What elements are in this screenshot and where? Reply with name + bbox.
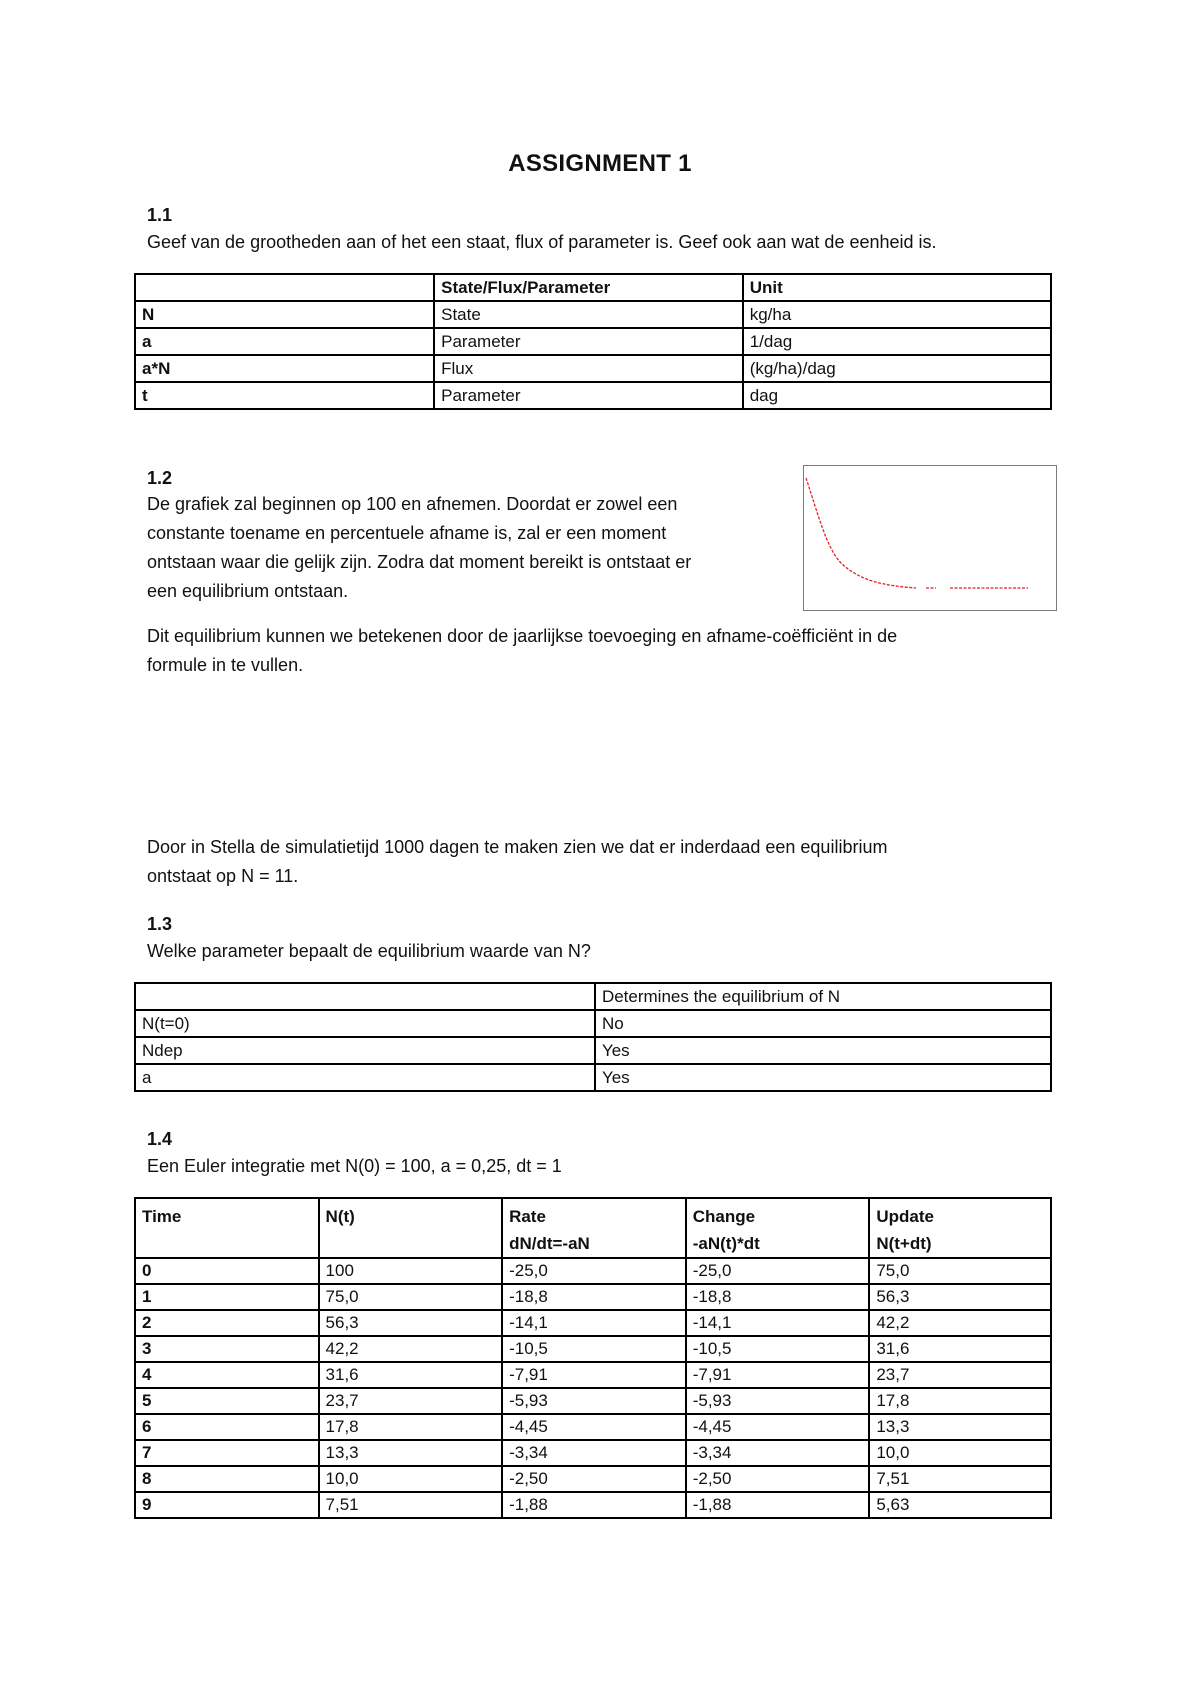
table-cell: Ndep <box>135 1037 595 1064</box>
table-header-cell <box>319 1198 503 1258</box>
table-cell: -25,0 <box>502 1258 686 1284</box>
section-1-2-paragraph-line: Door in Stella de simulatietijd 1000 dagen te maken zien we dat er inderdaad een equilibrium <box>147 837 888 857</box>
table-cell: -2,50 <box>502 1466 686 1492</box>
table-cell: 42,2 <box>319 1336 503 1362</box>
table-cell: -14,1 <box>686 1310 870 1336</box>
table-cell: 9 <box>135 1492 319 1518</box>
section-1-2-line: ontstaan waar die gelijk zijn. Zodra dat moment bereikt is ontstaat er <box>147 552 692 572</box>
table-cell: a*N <box>135 355 434 382</box>
table-header-cell <box>135 983 595 1010</box>
table-cell: -25,0 <box>686 1258 870 1284</box>
table-cell: State <box>434 301 743 328</box>
table-header-row <box>135 983 1051 1010</box>
table-cell: 31,6 <box>319 1362 503 1388</box>
table-row <box>135 1064 1051 1091</box>
header-line: -aN(t)*dt <box>692 1234 760 1253</box>
table-row <box>135 328 1051 355</box>
section-1-4-description: Een Euler integratie met N(0) = 100, a = 0,25, dt = 1 <box>147 1156 562 1176</box>
decay-curve <box>806 478 1028 588</box>
table-cell: Yes <box>595 1064 1051 1091</box>
table-cell: -7,91 <box>686 1362 870 1388</box>
table-header-cell: State/Flux/Parameter <box>434 274 743 301</box>
euler-table-body <box>135 1258 1051 1518</box>
table-cell: 7,51 <box>319 1492 503 1518</box>
page-title: ASSIGNMENT 1 <box>508 150 692 177</box>
section-1-2-paragraph-line: ontstaat op N = 11. <box>147 866 299 886</box>
table-cell: 31,6 <box>869 1336 1051 1362</box>
section-1-2-line: constante toename en percentuele afname is, zal er een moment <box>147 523 667 543</box>
table-header-cell <box>135 274 434 301</box>
table-cell: a <box>135 328 434 355</box>
table-row <box>135 301 1051 328</box>
table-cell: 7 <box>135 1440 319 1466</box>
table-cell: 2 <box>135 1310 319 1336</box>
table-cell: -1,88 <box>502 1492 686 1518</box>
table-cell: -18,8 <box>502 1284 686 1310</box>
header-line: Change <box>692 1207 756 1226</box>
header-line: Rate <box>509 1207 546 1226</box>
table-cell: Parameter <box>434 382 743 409</box>
table-cell: 23,7 <box>319 1388 503 1414</box>
table-cell: 0 <box>135 1258 319 1284</box>
table-cell: 75,0 <box>869 1258 1051 1284</box>
table-header-cell <box>686 1198 870 1258</box>
table-cell: 4 <box>135 1362 319 1388</box>
table-cell: No <box>595 1010 1051 1037</box>
section-1-1-question: Geef van de grootheden aan of het een staat, flux of parameter is. Geef ook aan wat de eenheid is. <box>147 232 937 252</box>
table-cell: -4,45 <box>686 1414 870 1440</box>
table-cell: 23,7 <box>869 1362 1051 1388</box>
table-row <box>135 1284 1051 1310</box>
table-cell: -18,8 <box>686 1284 870 1310</box>
table-cell: -10,5 <box>686 1336 870 1362</box>
table-cell: t <box>135 382 434 409</box>
table-cell: Parameter <box>434 328 743 355</box>
table-cell: dag <box>743 382 1051 409</box>
decay-graph <box>803 465 1057 611</box>
table-cell: 100 <box>319 1258 503 1284</box>
table-cell: -5,93 <box>686 1388 870 1414</box>
table-cell: Yes <box>595 1037 1051 1064</box>
section-1-2-paragraph-line: Dit equilibrium kunnen we betekenen door de jaarlijkse toevoeging en afname-coëfficiënt in de <box>147 626 898 646</box>
section-1-1-number: 1.1 <box>147 205 173 225</box>
table-row <box>135 1362 1051 1388</box>
table-row <box>135 1336 1051 1362</box>
section-1-3-number: 1.3 <box>147 914 173 934</box>
table-cell: 56,3 <box>319 1310 503 1336</box>
table-cell: N <box>135 301 434 328</box>
table-cell: 6 <box>135 1414 319 1440</box>
table-cell: 17,8 <box>319 1414 503 1440</box>
table-cell: -2,50 <box>686 1466 870 1492</box>
decay-graph-svg <box>804 466 1056 610</box>
table-cell: 1/dag <box>743 328 1051 355</box>
section-1-2-number: 1.2 <box>147 468 173 488</box>
table-cell: -3,34 <box>686 1440 870 1466</box>
table-row <box>135 1414 1051 1440</box>
table-cell: (kg/ha)/dag <box>743 355 1051 382</box>
table-cell: -3,34 <box>502 1440 686 1466</box>
table-row <box>135 1037 1051 1064</box>
table-row <box>135 1466 1051 1492</box>
table-cell: -4,45 <box>502 1414 686 1440</box>
table-cell: kg/ha <box>743 301 1051 328</box>
header-line: dN/dt=-aN <box>509 1234 590 1253</box>
table-header-cell: Unit <box>743 274 1051 301</box>
table-cell: -1,88 <box>686 1492 870 1518</box>
table-row <box>135 355 1051 382</box>
table-row <box>135 1440 1051 1466</box>
table-header-cell: Determines the equilibrium of N <box>595 983 1051 1010</box>
euler-integration-table <box>134 1197 1052 1519</box>
table-row <box>135 1310 1051 1336</box>
table-cell: 75,0 <box>319 1284 503 1310</box>
table-cell: 10,0 <box>319 1466 503 1492</box>
table-cell: -7,91 <box>502 1362 686 1388</box>
table-cell: 13,3 <box>869 1414 1051 1440</box>
section-1-2-paragraph-line: formule in te vullen. <box>147 655 304 675</box>
table-cell: 56,3 <box>869 1284 1051 1310</box>
table-cell: -14,1 <box>502 1310 686 1336</box>
table-header-cell <box>135 1198 319 1258</box>
table-cell: -5,93 <box>502 1388 686 1414</box>
quantities-table <box>134 273 1052 410</box>
table-cell: 5 <box>135 1388 319 1414</box>
table-cell: 42,2 <box>869 1310 1051 1336</box>
section-1-2-line: De grafiek zal beginnen op 100 en afnemen. Doordat er zowel een <box>147 494 678 514</box>
table-cell: 1 <box>135 1284 319 1310</box>
table-header-cell <box>502 1198 686 1258</box>
header-line: N(t+dt) <box>876 1234 932 1253</box>
table-row <box>135 1010 1051 1037</box>
header-line: Update <box>876 1207 934 1226</box>
table-row <box>135 1388 1051 1414</box>
table-cell: 3 <box>135 1336 319 1362</box>
section-1-3-question: Welke parameter bepaalt de equilibrium waarde van N? <box>147 941 591 961</box>
equilibrium-table <box>134 982 1052 1092</box>
section-1-4-number: 1.4 <box>147 1129 173 1149</box>
header-line: Time <box>142 1207 182 1226</box>
table-header-row <box>135 1198 1051 1258</box>
table-row <box>135 382 1051 409</box>
table-cell: 17,8 <box>869 1388 1051 1414</box>
section-1-2-line: een equilibrium ontstaan. <box>147 581 349 601</box>
table-cell: -10,5 <box>502 1336 686 1362</box>
table-cell: 8 <box>135 1466 319 1492</box>
header-line: N(t) <box>325 1207 355 1226</box>
table-cell: 13,3 <box>319 1440 503 1466</box>
table-cell: a <box>135 1064 595 1091</box>
table-header-cell <box>869 1198 1051 1258</box>
table-cell: 5,63 <box>869 1492 1051 1518</box>
table-cell: Flux <box>434 355 743 382</box>
table-header-row <box>135 274 1051 301</box>
table-cell: 10,0 <box>869 1440 1051 1466</box>
table-cell: N(t=0) <box>135 1010 595 1037</box>
table-cell: 7,51 <box>869 1466 1051 1492</box>
table-row <box>135 1258 1051 1284</box>
table-row <box>135 1492 1051 1518</box>
